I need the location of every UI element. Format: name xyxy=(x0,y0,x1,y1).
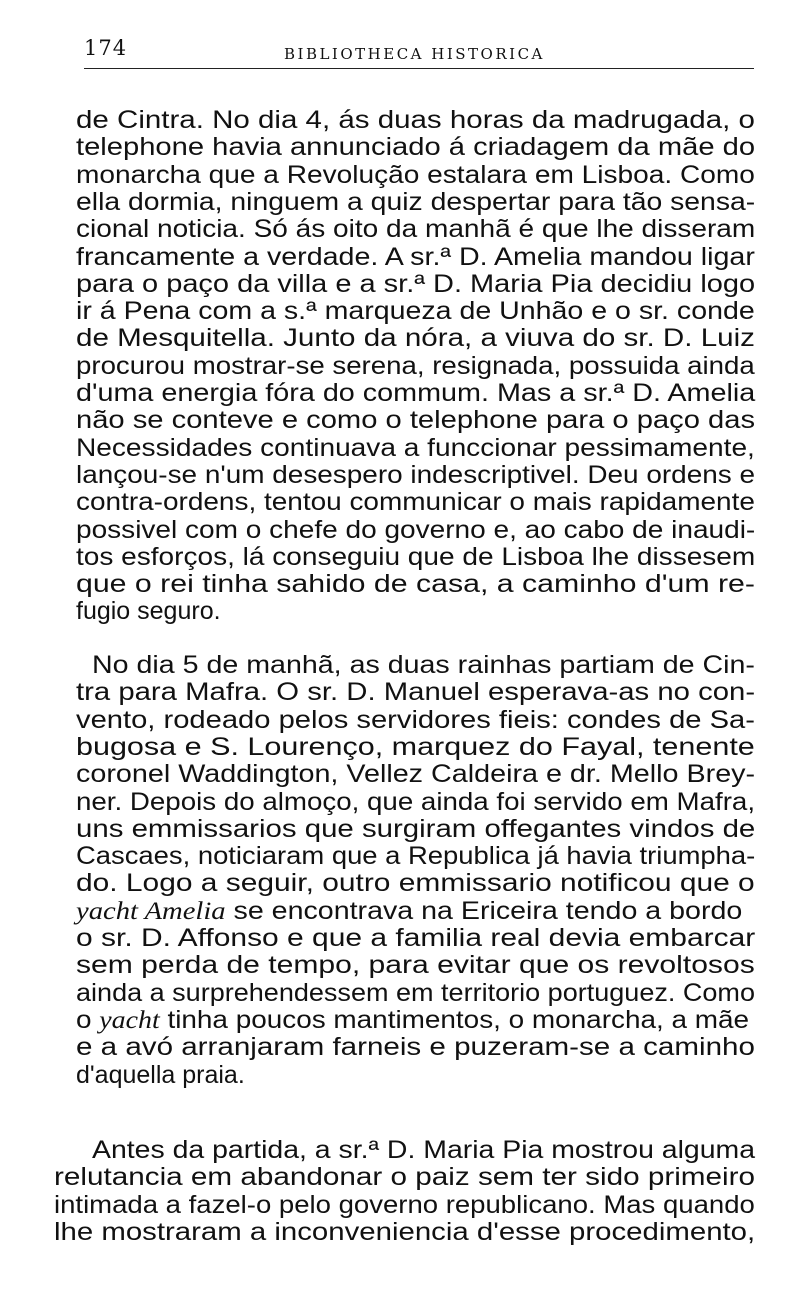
text-line: d'uma energia fóra do commum. Mas a sr.ª D. Amelia xyxy=(76,379,756,407)
text-line: o sr. D. Affonso e que a familia real devia embarcar xyxy=(76,924,756,952)
text-line: não se conteve e como o telephone para o paço das xyxy=(76,406,756,435)
text-line: relutancia em abandonar o paiz sem ter sido primeiro xyxy=(54,1163,756,1192)
text-line: coronel Waddington, Vellez Caldeira e dr. Mello Brey- xyxy=(76,760,756,789)
text-line: e a avó arranjaram farneis e puzeram-se a caminho xyxy=(76,1033,755,1062)
text-line: que o rei tinha sahido de casa, a caminho d'um re- xyxy=(76,570,755,599)
text-line: ainda a surprehendessem em territorio portuguez. Como xyxy=(76,978,755,1007)
text-line: contra-ordens, tentou communicar o mais rapidamente xyxy=(76,488,755,517)
page-number: 174 xyxy=(84,36,128,60)
text-line: o yacht tinha poucos mantimentos, o monarcha, a mãe xyxy=(76,1005,750,1034)
text-line: sem perda de tempo, para evitar que os revoltosos xyxy=(76,951,755,980)
text-line: d'aquella praia. xyxy=(76,1060,245,1089)
text-line: monarcha que a Revolução estalara em Lisboa. Como xyxy=(76,160,755,189)
italic-ship-name: yacht Amelia xyxy=(76,897,226,925)
italic-ship-name: yacht xyxy=(99,1006,160,1034)
text-line: do. Logo a seguir, outro emmissario notificou que o xyxy=(76,869,755,898)
text-line: de Cintra. No dia 4, ás duas horas da madrugada, o xyxy=(76,106,755,134)
text-line: francamente a verdade. A sr.ª D. Amelia mandou ligar xyxy=(76,242,755,271)
text-line: cional noticia. Só ás oito da manhã é que lhe disseram xyxy=(76,215,756,244)
text-line: Cascaes, noticiaram que a Republica já havia triumpha- xyxy=(76,842,756,871)
text-line: ir á Pena com a s.ª marqueza de Unhão e o sr. conde xyxy=(76,297,755,326)
text-line: intimada a fazel-o pelo governo republicano. Mas quando xyxy=(54,1190,755,1219)
text-line: telephone havia annunciado á criadagem da mãe do xyxy=(76,133,756,162)
running-title: BIBLIOTHECA HISTORICA xyxy=(284,45,545,63)
text-line: uns emmissarios que surgiram offegantes vindos de xyxy=(76,814,756,843)
text-line: Antes da partida, a sr.ª D. Maria Pia mostrou alguma xyxy=(92,1136,756,1164)
text-line: vento, rodeado pelos servidores fieis: condes de Sa- xyxy=(76,705,755,734)
text-line: possivel com o chefe do governo e, ao cabo de inaudi- xyxy=(76,515,756,544)
text-line: para o paço da villa e a sr.ª D. Maria Pia decidiu logo xyxy=(76,269,756,298)
page-header xyxy=(84,36,754,69)
text-line: ella dormia, ninguem a quiz despertar para tão sensa- xyxy=(76,187,756,216)
text-line: lançou-se n'um desespero indescriptivel. Deu ordens e xyxy=(76,460,756,489)
text-line: fugio seguro. xyxy=(76,597,221,626)
text-line: bugosa e S. Lourenço, marquez do Fayal, tenente xyxy=(76,732,755,761)
text-line: tra para Mafra. O sr. D. Manuel esperava-as no con- xyxy=(76,678,756,707)
text-line: ner. Depois do almoço, que ainda foi servido em Mafra, xyxy=(76,787,756,816)
text-line: No dia 5 de manhã, as duas rainhas partiam de Cin- xyxy=(92,651,755,679)
text-line: tos esforços, lá conseguiu que de Lisboa lhe dissesem xyxy=(76,542,756,571)
text-line: lhe mostraram a inconveniencia d'esse procedimento, xyxy=(54,1217,756,1246)
text-line: de Mesquitella. Junto da nóra, a viuva do sr. D. Luiz xyxy=(76,324,755,353)
text-line: procurou mostrar-se serena, resignada, possuida ainda xyxy=(76,351,755,380)
text-line: Necessidades continuava a funccionar pessimamente, xyxy=(76,433,755,462)
text-line: yacht Amelia se encontrava na Ericeira tendo a bordo xyxy=(76,896,743,925)
